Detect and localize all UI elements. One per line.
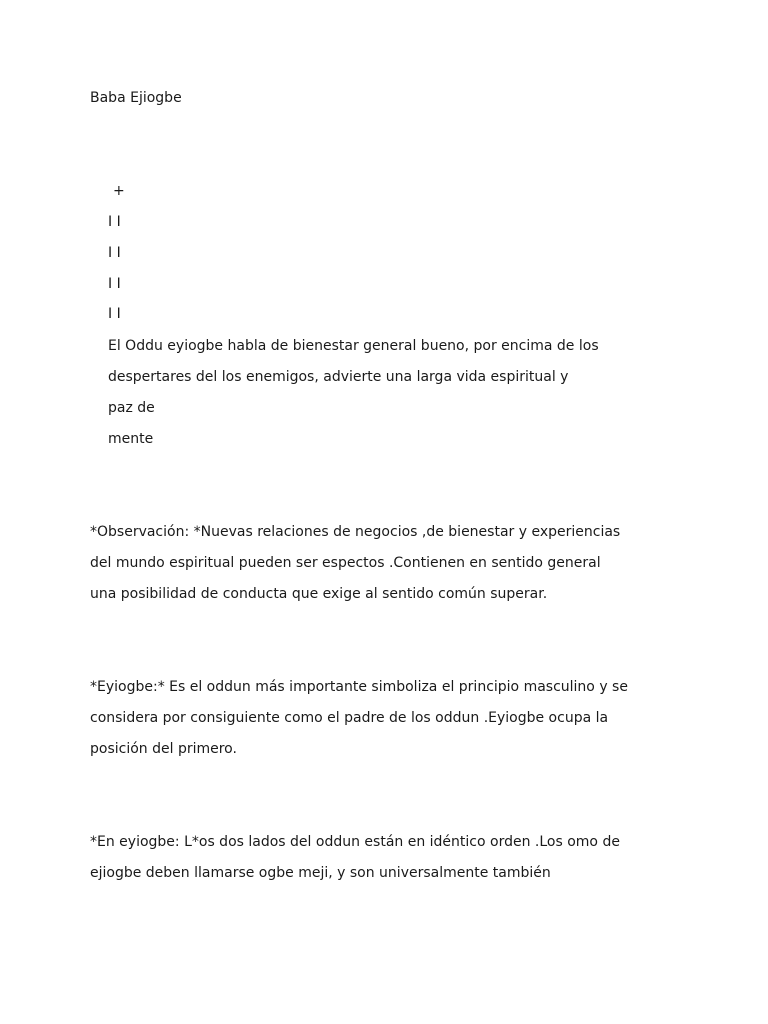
sign-mark-top: + [113, 183, 125, 199]
observacion-line: del mundo espiritual pueden ser espectos .Contienen en sentido general [90, 555, 601, 571]
document-title: Baba Ejiogbe [90, 90, 182, 106]
eyiogbe-line: *Eyiogbe:* Es el oddun más importante simboliza el principio masculino y se [90, 679, 628, 695]
eyiogbe-line: considera por consiguiente como el padre de los oddun .Eyiogbe ocupa la [90, 710, 609, 726]
observacion-line: una posibilidad de conducta que exige al sentido común superar. [90, 586, 548, 602]
intro-line: despertares del los enemigos, advierte una larga vida espiritual y [108, 369, 569, 385]
sign-mark-row-2: I I [108, 245, 121, 261]
intro-line: El Oddu eyiogbe habla de bienestar general bueno, por encima de los [108, 338, 599, 354]
sign-mark-row-3: I I [108, 276, 121, 292]
en-eyiogbe-line: *En eyiogbe: L*os dos lados del oddun están en idéntico orden .Los omo de [90, 834, 620, 850]
eyiogbe-line: posición del primero. [90, 741, 237, 757]
sign-mark-row-1: I I [108, 214, 121, 230]
intro-line: paz de [108, 400, 155, 416]
en-eyiogbe-line: ejiogbe deben llamarse ogbe meji, y son universalmente también [90, 865, 551, 881]
sign-mark-row-4: I I [108, 306, 121, 322]
observacion-line: *Observación: *Nuevas relaciones de negocios ,de bienestar y experiencias [90, 524, 621, 540]
intro-line: mente [108, 431, 154, 447]
